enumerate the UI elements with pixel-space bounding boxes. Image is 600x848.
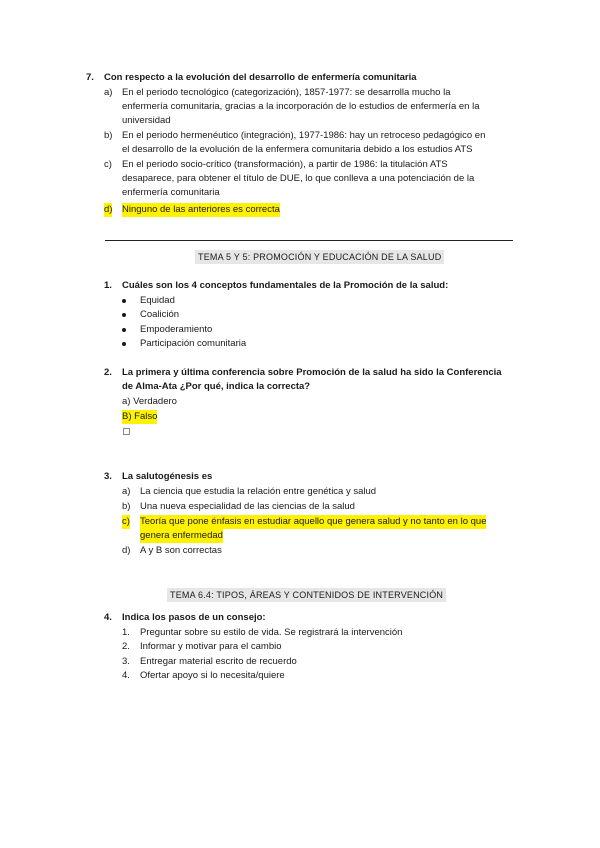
- checkbox-icon: [123, 428, 130, 435]
- q7-option-d-letter: d): [104, 204, 113, 215]
- q7-option-b-line2: el desarrollo de la evolución de la enfermera comunitaria debido a los estudios ATS: [122, 144, 473, 155]
- q4-step-text: Preguntar sobre su estilo de vida. Se registrará la intervención: [140, 627, 403, 638]
- section-heading-tema-5: TEMA 5 Y 5: PROMOCIÓN Y EDUCACIÓN DE LA SALUD: [195, 250, 444, 264]
- q4-step-text: Ofertar apoyo si lo necesita/quiere: [140, 670, 285, 681]
- q2-option-a: a) Verdadero: [122, 396, 177, 407]
- q2-title-line2: de Alma-Ata ¿Por qué, indica la correcta?: [122, 381, 311, 392]
- q2-option-b-answer: B) Falso: [122, 411, 158, 422]
- q7-option-b-letter: b): [104, 130, 113, 141]
- section-divider: [105, 240, 513, 241]
- q7-option-a-line3: universidad: [122, 115, 171, 126]
- q7-option-c-line2: desaparece, para obtener el título de DUE, lo que conlleva a una potenciación de la: [122, 173, 475, 184]
- q7-option-c-line1: En el periodo socio-crítico (transformación), a partir de 1986: la titulación ATS: [122, 159, 448, 170]
- q3-option-a-text: La ciencia que estudia la relación entre genética y salud: [140, 486, 377, 497]
- q1-item: Equidad: [140, 295, 175, 306]
- q3-option-c-answer-line2: genera enfermedad: [140, 530, 223, 541]
- bullet-icon: [122, 342, 126, 346]
- q7-title: Con respecto a la evolución del desarrollo de enfermería comunitaria: [104, 72, 417, 83]
- q3-title: La salutogénesis es: [122, 471, 213, 482]
- bullet-icon: [122, 328, 126, 332]
- q1-item: Coalición: [140, 309, 180, 320]
- q2-title-line1: La primera y última conferencia sobre Promoción de la salud ha sido la Conferencia: [122, 367, 502, 378]
- q3-option-c-answer-line1: Teoría que pone énfasis en estudiar aquello que genera salud y no tanto en lo que: [140, 516, 487, 527]
- q3-option-d-text: A y B son correctas: [140, 545, 222, 556]
- q3-option-d-letter: d): [122, 545, 131, 556]
- q3-option-a-letter: a): [122, 486, 131, 497]
- q7-option-b-line1: En el periodo hermenéutico (integración), 1977-1986: hay un retroceso pedagógico en: [122, 130, 486, 141]
- q7-option-a-letter: a): [104, 87, 113, 98]
- bullet-icon: [122, 299, 126, 303]
- q7-option-a-line2: enfermería comunitaria, gracias a la incorporación de lo estudios de enfermería en la: [122, 101, 480, 112]
- q3-option-b-text: Una nueva especialidad de las ciencias de la salud: [140, 501, 355, 512]
- q1-item: Empoderamiento: [140, 324, 213, 335]
- q7-number: 7.: [86, 72, 94, 83]
- q7-option-d-answer: Ninguno de las anteriores es correcta: [122, 204, 280, 215]
- q4-step-number: 2.: [122, 641, 130, 652]
- q2-number: 2.: [104, 367, 112, 378]
- q7-option-c-line3: enfermería comunitaria: [122, 187, 220, 198]
- q3-number: 3.: [104, 471, 112, 482]
- q4-step-number: 4.: [122, 670, 130, 681]
- q7-option-c-letter: c): [104, 159, 112, 170]
- q1-item: Participación comunitaria: [140, 338, 247, 349]
- section-heading-tema-6-4: TEMA 6.4: TIPOS, ÁREAS Y CONTENIDOS DE INTERVENCIÓN: [167, 588, 446, 602]
- bullet-icon: [122, 313, 126, 317]
- q4-step-number: 1.: [122, 627, 130, 638]
- q1-number: 1.: [104, 280, 112, 291]
- q4-title: Indica los pasos de un consejo:: [122, 612, 266, 623]
- q3-option-c-letter: c): [122, 516, 130, 527]
- q4-step-text: Entregar material escrito de recuerdo: [140, 656, 297, 667]
- q3-option-b-letter: b): [122, 501, 131, 512]
- q4-number: 4.: [104, 612, 112, 623]
- q4-step-number: 3.: [122, 656, 130, 667]
- q1-title: Cuáles son los 4 conceptos fundamentales de la Promoción de la salud:: [122, 280, 449, 291]
- q7-option-a-line1: En el periodo tecnológico (categorización), 1857-1977: se desarrolla mucho la: [122, 87, 451, 98]
- q4-step-text: Informar y motivar para el cambio: [140, 641, 282, 652]
